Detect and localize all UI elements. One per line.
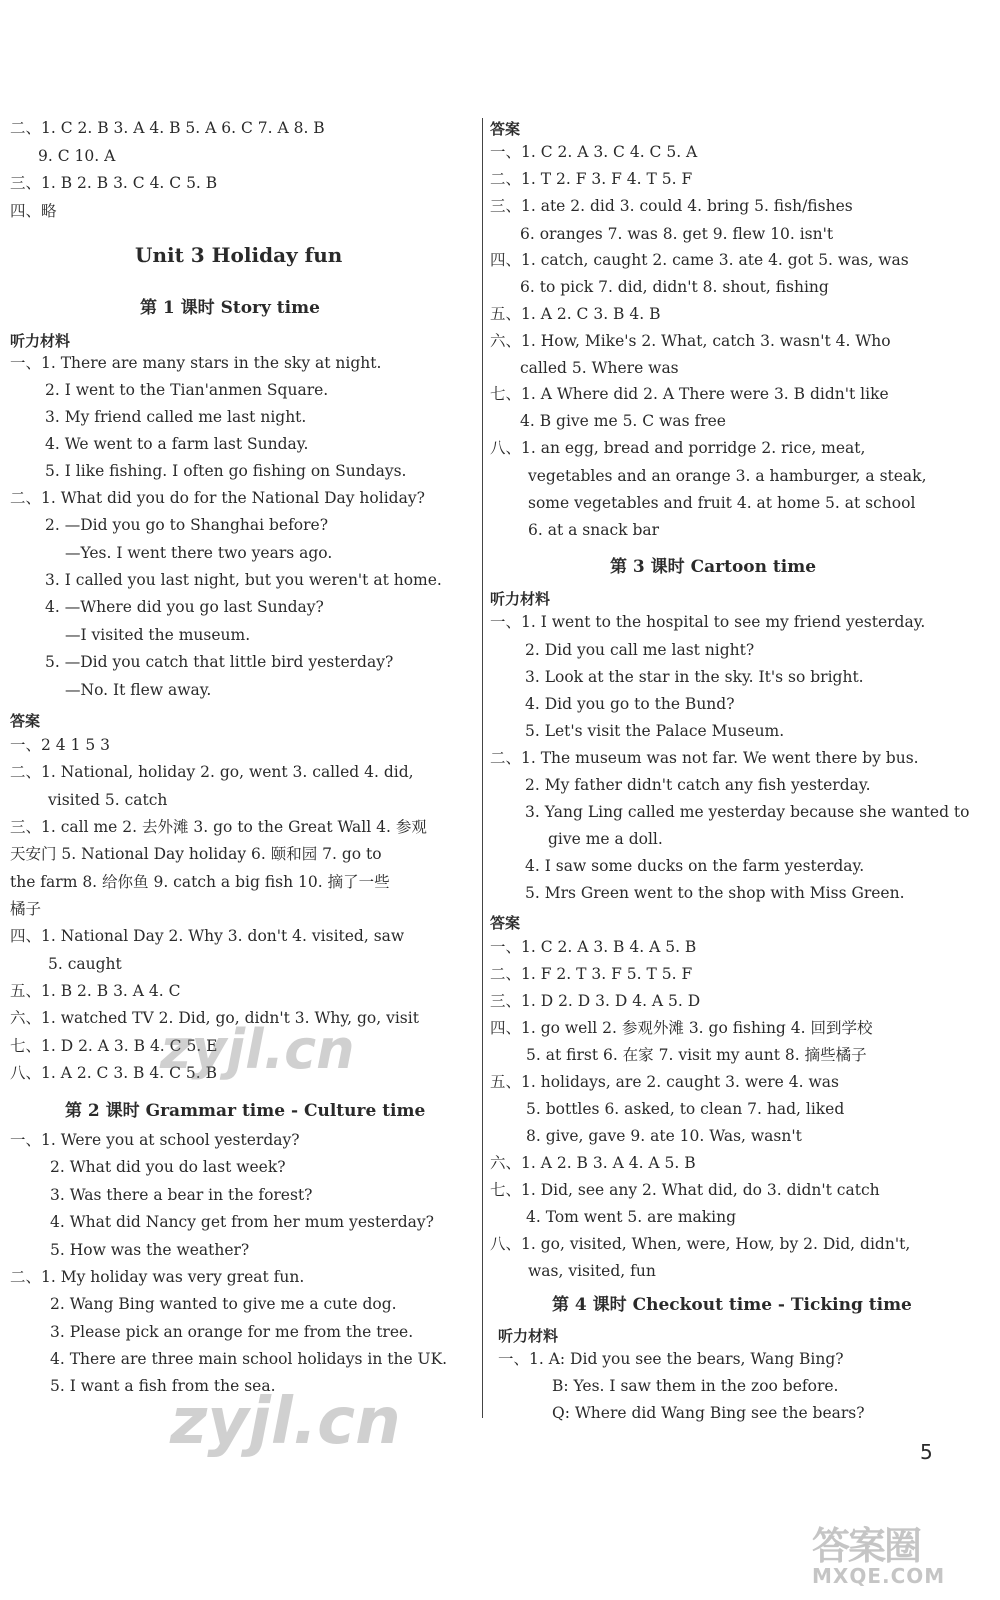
text-line: 四、1. catch, caught 2. came 3. ate 4. got 5. was, was [490,251,909,269]
text-line: 三、1. ate 2. did 3. could 4. bring 5. fish/fishes [490,197,853,215]
text-line: the farm 8. 给你鱼 9. catch a big fish 10. 摘了一些 [10,873,390,891]
text-line: 2. My father didn't catch any fish yesterday. [525,776,871,794]
text-line: 5. I want a fish from the sea. [50,1377,276,1395]
text-line: 四、略 [10,202,57,220]
text-line: 五、1. A 2. C 3. B 4. B [490,305,661,323]
text-line: 5. Mrs Green went to the shop with Miss Green. [525,884,905,902]
text-line: —Yes. I went there two years ago. [65,544,333,562]
text-line: 一、1. A: Did you see the bears, Wang Bing? [498,1350,844,1368]
text-line: 5. Let's visit the Palace Museum. [525,722,785,740]
text-line: 6. at a snack bar [528,521,660,539]
text-line: 4. Tom went 5. are making [526,1208,737,1226]
text-line: 3. Was there a bear in the forest? [50,1186,313,1204]
text-line: 2. Did you call me last night? [525,641,755,659]
text-line: 6. to pick 7. did, didn't 8. shout, fishing [520,278,829,296]
site-logo [812,1515,945,1588]
text-line: 5. How was the weather? [50,1241,250,1259]
column-divider [482,118,483,1418]
text-line: 五、1. holidays, are 2. caught 3. were 4. was [490,1073,839,1091]
section-heading: 第 2 课时 Grammar time - Culture time [65,1101,426,1121]
text-line: 5. caught [48,955,122,973]
section-heading: Unit 3 Holiday fun [135,243,343,267]
text-line: 二、1. What did you do for the National Day holiday? [10,489,425,507]
text-line: 三、1. call me 2. 去外滩 3. go to the Great Wall 4. 参观 [10,818,427,836]
text-line: vegetables and an orange 3. a hamburger, a steak, [528,467,927,485]
logo-text: 答案圈 [812,1524,921,1568]
text-line: 4. We went to a farm last Sunday. [45,435,309,453]
text-line: 一、2 4 1 5 3 [10,736,111,754]
text-line: 二、1. The museum was not far. We went there by bus. [490,749,919,767]
text-line: 一、1. C 2. A 3. B 4. A 5. B [490,938,697,956]
watermark: zyjl.cn [170,1385,401,1459]
text-line: 9. C 10. A [38,147,116,165]
text-line: 八、1. an egg, bread and porridge 2. rice, meat, [490,439,866,457]
text-line: B: Yes. I saw them in the zoo before. [552,1377,839,1395]
subsection-label: 听力材料 [10,332,71,350]
text-line: Q: Where did Wang Bing see the bears? [552,1404,865,1422]
text-line: 三、1. D 2. D 3. D 4. A 5. D [490,992,701,1010]
text-line: 3. Yang Ling called me yesterday because she wanted to [525,803,970,821]
text-line: 3. I called you last night, but you weren't at home. [45,571,442,589]
text-line: —I visited the museum. [65,626,251,644]
text-line: 七、1. A Where did 2. A There were 3. B didn't like [490,385,889,403]
text-line: 2. What did you do last week? [50,1158,286,1176]
text-line: 4. There are three main school holidays in the UK. [50,1350,448,1368]
text-line: 天安门 5. National Day holiday 6. 颐和园 7. go to [10,845,382,863]
text-line: 橘子 [10,900,42,918]
text-line: 5. at first 6. 在家 7. visit my aunt 8. 摘些橘子 [526,1046,867,1064]
subsection-label: 答案 [10,712,41,730]
text-line: 4. I saw some ducks on the farm yesterday. [525,857,865,875]
text-line: 4. Did you go to the Bund? [525,695,735,713]
text-line: 6. oranges 7. was 8. get 9. flew 10. isn't [520,225,834,243]
text-line: 8. give, gave 9. ate 10. Was, wasn't [526,1127,802,1145]
text-line: 一、1. Were you at school yesterday? [10,1131,300,1149]
text-line: 五、1. B 2. B 3. A 4. C [10,982,181,1000]
text-line: 二、1. National, holiday 2. go, went 3. called 4. did, [10,763,414,781]
text-line: 八、1. go, visited, When, were, How, by 2. Did, didn't, [490,1235,911,1253]
text-line: 2. —Did you go to Shanghai before? [45,516,329,534]
logo-url: MXQE.COM [812,1564,946,1588]
text-line: 一、1. I went to the hospital to see my friend yesterday. [490,613,926,631]
text-line: 5. I like fishing. I often go fishing on Sundays. [45,462,407,480]
text-line: 六、1. A 2. B 3. A 4. A 5. B [490,1154,696,1172]
page-number: 5 [920,1440,933,1464]
text-line: 2. I went to the Tian'anmen Square. [45,381,329,399]
text-line: called 5. Where was [520,359,679,377]
text-line: 八、1. A 2. C 3. B 4. C 5. B [10,1064,217,1082]
text-line: 一、1. C 2. A 3. C 4. C 5. A [490,143,698,161]
text-line: 4. What did Nancy get from her mum yesterday? [50,1213,434,1231]
text-line: 一、1. There are many stars in the sky at night. [10,354,382,372]
subsection-label: 听力材料 [498,1327,559,1345]
text-line: 二、1. F 2. T 3. F 5. T 5. F [490,965,693,983]
section-heading: 第 1 课时 Story time [140,298,320,318]
text-line: —No. It flew away. [65,681,212,699]
subsection-label: 听力材料 [490,590,551,608]
text-line: 3. Please pick an orange for me from the tree. [50,1323,414,1341]
text-line: 七、1. D 2. A 3. B 4. C 5. E [10,1037,218,1055]
section-heading: 第 4 课时 Checkout time - Ticking time [552,1295,912,1315]
text-line: was, visited, fun [528,1262,656,1280]
text-line: 4. B give me 5. C was free [520,412,726,430]
watermark: zyjl.cn [160,1018,355,1081]
text-line: give me a doll. [548,830,663,848]
text-line: 二、1. T 2. F 3. F 4. T 5. F [490,170,693,188]
text-line: some vegetables and fruit 4. at home 5. at school [528,494,916,512]
text-line: 四、1. National Day 2. Why 3. don't 4. visited, saw [10,927,405,945]
text-line: 四、1. go well 2. 参观外滩 3. go fishing 4. 回到学校 [490,1019,873,1037]
text-line: 六、1. watched TV 2. Did, go, didn't 3. Why, go, visit [10,1009,419,1027]
text-line: 4. —Where did you go last Sunday? [45,598,324,616]
text-line: 六、1. How, Mike's 2. What, catch 3. wasn't 4. Who [490,332,891,350]
text-line: 3. My friend called me last night. [45,408,307,426]
text-line: 三、1. B 2. B 3. C 4. C 5. B [10,174,218,192]
text-line: visited 5. catch [48,791,168,809]
text-line: 七、1. Did, see any 2. What did, do 3. didn't catch [490,1181,880,1199]
text-line: 2. Wang Bing wanted to give me a cute dog. [50,1295,397,1313]
text-line: 二、1. C 2. B 3. A 4. B 5. A 6. C 7. A 8. B [10,119,325,137]
text-line: 二、1. My holiday was very great fun. [10,1268,305,1286]
text-line: 3. Look at the star in the sky. It's so bright. [525,668,864,686]
subsection-label: 答案 [490,914,521,932]
subsection-label: 答案 [490,120,521,138]
text-line: 5. —Did you catch that little bird yesterday? [45,653,394,671]
section-heading: 第 3 课时 Cartoon time [610,557,817,577]
text-line: 5. bottles 6. asked, to clean 7. had, liked [526,1100,845,1118]
